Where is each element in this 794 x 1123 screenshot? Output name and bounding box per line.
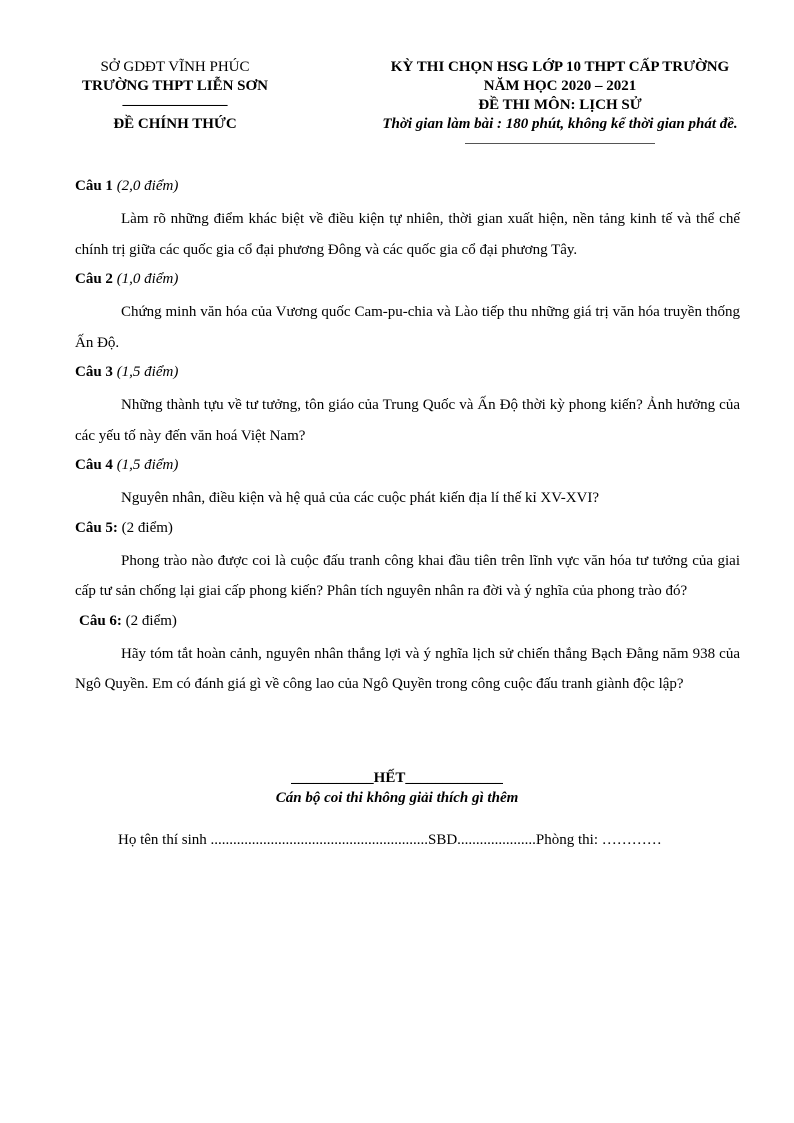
question-label: Câu 3 — [75, 364, 113, 380]
question-label: Câu 2 — [75, 271, 113, 287]
question — [75, 455, 740, 514]
exam-header — [0, 58, 794, 158]
question-label: Câu 1 — [75, 178, 113, 194]
school-year: NĂM HỌC 2020 – 2021 — [483, 78, 637, 94]
question-text: Nguyên nhân, điều kiện và hệ quả của các cuộc phát kiến địa lí thế kỉ XV-XVI? — [121, 490, 600, 506]
exam-end — [0, 768, 794, 808]
department-name: SỞ GDĐT VĨNH PHÚC — [100, 59, 250, 75]
question-points: (1,5 điểm) — [116, 364, 179, 380]
header-right-divider — [465, 143, 655, 144]
proctor-note: Cán bộ coi thi không giải thích gì thêm — [275, 790, 519, 806]
question-label: Câu 5: — [75, 519, 118, 536]
question — [75, 362, 740, 451]
school-name: TRƯỜNG THPT LIỄN SƠN — [81, 78, 268, 94]
question-text: Hãy tóm tắt hoàn cảnh, nguyên nhân thắng lợi và ý nghĩa lịch sử chiến thắng Bạch Đằng năm 938 của Ngô Quyền. Em có đánh giá gì về công lao của Ngô Quyền trong công cuộc đấu tranh giành độc lập? — [75, 645, 740, 692]
exam-title: KỲ THI CHỌN HSG LỚP 10 THPT CẤP TRƯỜNG — [390, 59, 730, 75]
question-text: Chứng minh văn hóa của Vương quốc Cam-pu-chia và Lào tiếp thu những giá trị văn hóa truyền thống Ấn Độ. — [75, 304, 740, 351]
header-left — [60, 58, 290, 134]
header-left-divider: ——————— — [122, 97, 228, 113]
question-points: (2,0 điểm) — [116, 178, 179, 194]
header-right — [360, 58, 760, 144]
question-text: Làm rõ những điểm khác biệt về điều kiện tự nhiên, thời gian xuất hiện, nền tảng kinh tế và thể chế chính trị giữa các quốc gia cổ đại phương Đông và các quốc gia cổ đại phương Tây. — [75, 211, 740, 258]
question-points: (1,5 điểm) — [116, 457, 179, 473]
question — [75, 611, 740, 700]
question-points: (2 điểm) — [121, 519, 173, 536]
end-mark: ___________HẾT_____________ — [291, 770, 503, 786]
questions-section — [75, 176, 740, 704]
question-points: (1,0 điểm) — [116, 271, 179, 287]
official-label: ĐỀ CHÍNH THỨC — [113, 116, 237, 132]
question — [75, 518, 740, 607]
exam-duration: Thời gian làm bài : 180 phút, không kể thời gian phát đề. — [382, 116, 738, 132]
exam-subject: ĐỀ THI MÔN: LỊCH SỬ — [478, 97, 642, 113]
question-label: Câu 6: — [79, 612, 122, 629]
question-text: Những thành tựu về tư tưởng, tôn giáo của Trung Quốc và Ấn Độ thời kỳ phong kiến? Ảnh hưởng của các yếu tố này đến văn hoá Việt Nam? — [75, 397, 740, 444]
question-text: Phong trào nào được coi là cuộc đấu tranh công khai đầu tiên trên lĩnh vực văn hóa tư tưởng của giai cấp tư sản chống lại giai cấp phong kiến? Phân tích nguyên nhân ra đời và ý nghĩa của phong trào đó? — [75, 552, 740, 599]
question — [75, 176, 740, 265]
question-points: (2 điểm) — [125, 612, 177, 629]
candidate-info-line: Họ tên thí sinh ..........................................................SBD.....................Phòng thi: ………… — [118, 832, 662, 848]
question-label: Câu 4 — [75, 457, 113, 473]
question — [75, 269, 740, 358]
